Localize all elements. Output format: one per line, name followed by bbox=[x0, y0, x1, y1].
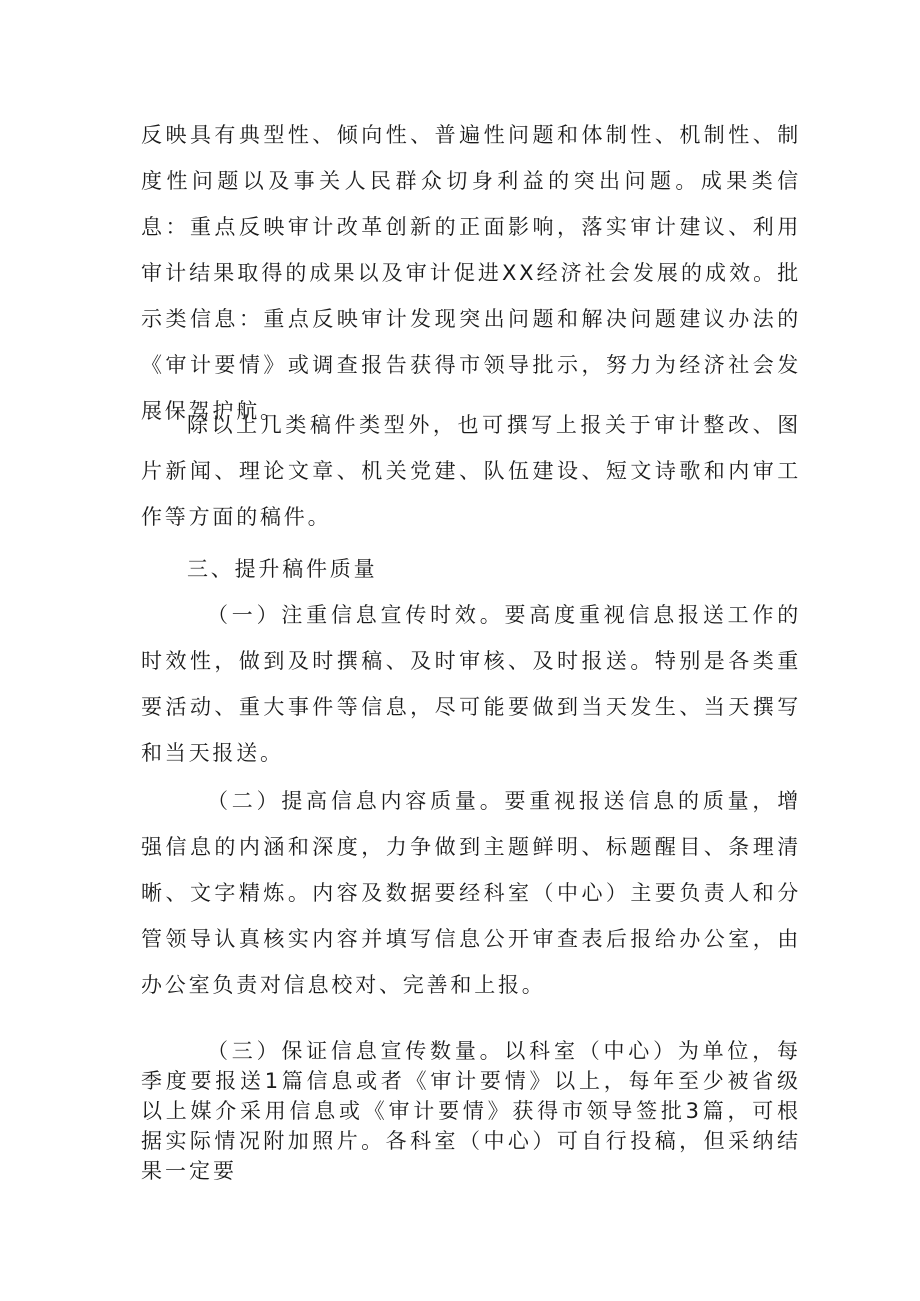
paragraph-quantity: （三）保证信息宣传数量。以科室（中心）为单位，每季度要报送1篇信息或者《审计要情》以上，每年至少被省级以上媒介采用信息或《审计要情》获得市领导签批3篇，可根据实际情况附加照片。各科室（中心）可自行投稿，但采纳结果一定要 bbox=[141, 1039, 801, 1183]
section-heading-improve-quality: 三、提升稿件质量 bbox=[187, 557, 378, 581]
paragraph-timeliness: （一）注重信息宣传时效。要高度重视信息报送工作的时效性，做到及时撰稿、及时审核、及时报送。特别是各类重要活动、重大事件等信息，尽可能要做到当天发生、当天撰写和当天报送。 bbox=[141, 603, 801, 765]
paragraph-content-quality: （二）提高信息内容质量。要重视报送信息的质量，增强信息的内涵和深度，力争做到主题鲜明、标题醒目、条理清晰、文字精炼。内容及数据要经科室（中心）主要负责人和分管领导认真核实内容并填写信息公开审查表后报给办公室，由办公室负责对信息校对、完善和上报。 bbox=[141, 789, 801, 997]
paragraph-other-manuscripts: 除以上几类稿件类型外，也可撰写上报关于审计整改、图片新闻、理论文章、机关党建、队伍建设、短文诗歌和内审工作等方面的稿件。 bbox=[141, 413, 801, 529]
paragraph-info-types: 反映具有典型性、倾向性、普遍性问题和体制性、机制性、制度性问题以及事关人民群众切身利益的突出问题。成果类信息：重点反映审计改革创新的正面影响，落实审计建议、利用审计结果取得的成果以及审计促进XX经济社会发展的成效。批示类信息：重点反映审计发现突出问题和解决问题建议办法的《审计要情》或调查报告获得市领导批示，努力为经济社会发展保驾护航。 bbox=[141, 123, 801, 423]
